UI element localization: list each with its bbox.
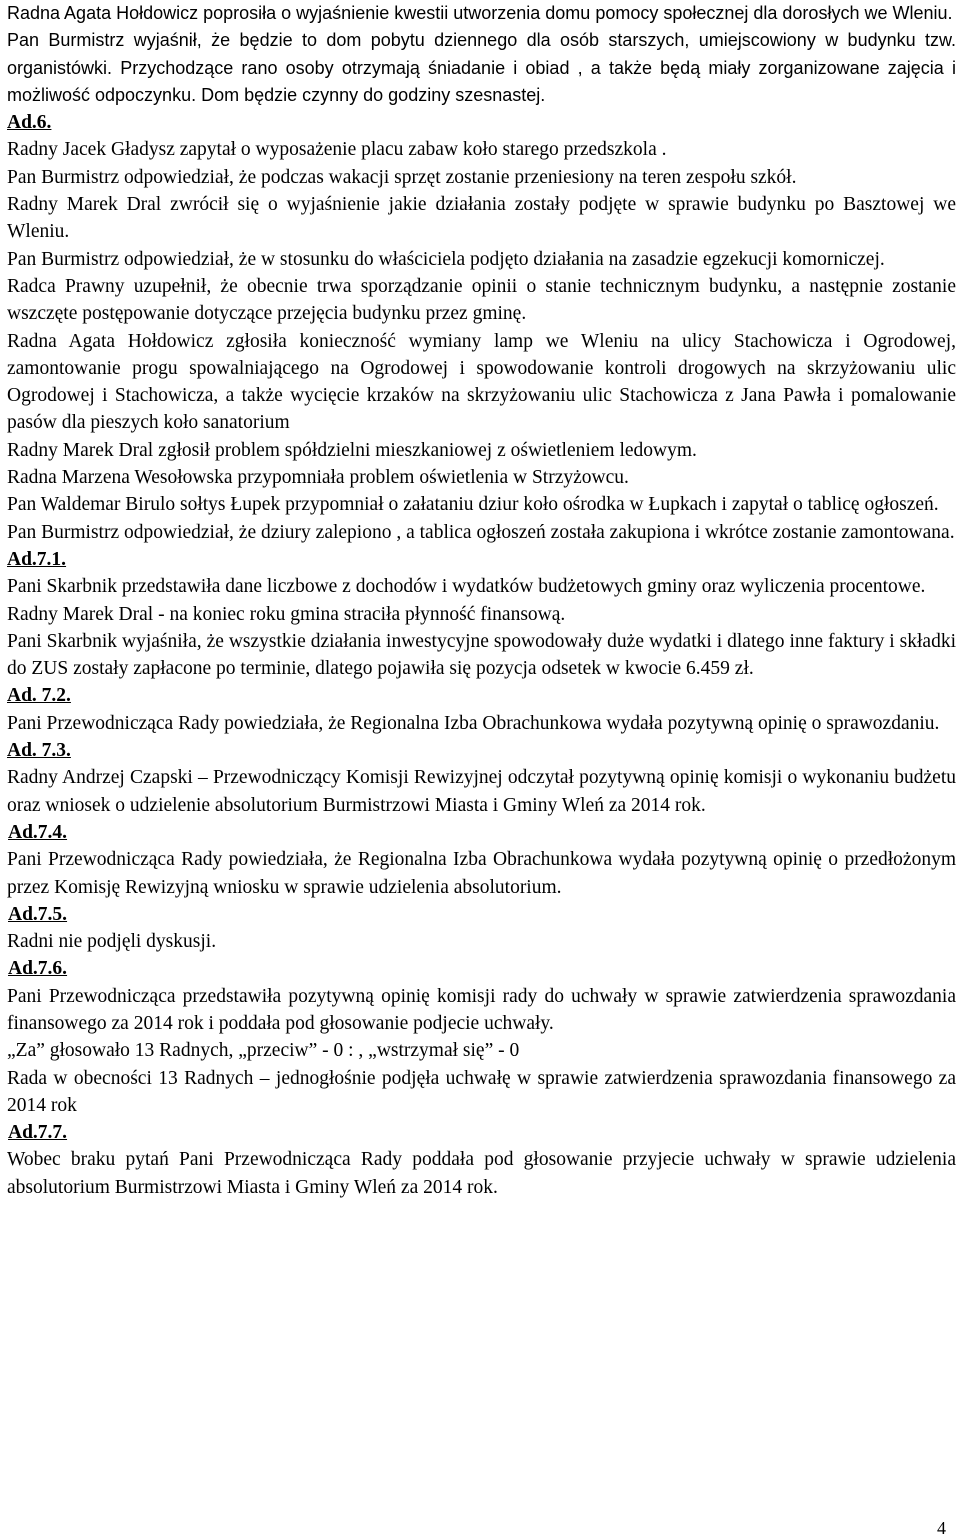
paragraph: Radna Agata Hołdowicz poprosiła o wyjaśnienie kwestii utworzenia domu pomocy społecznej dla dorosłych we Wleniu. (7, 3, 953, 23)
paragraph: Pani Przewodnicząca Rady powiedziała, że Regionalna Izba Obrachunkowa wydała pozytywną opinię o przedłożonym przez Komisję Rewizyjną wniosku w sprawie udzielenia absolutorium. (7, 849, 956, 898)
paragraph: Radca Prawny uzupełnił, że obecnie trwa sporządzanie opinii o stanie technicznym budynku, a następnie zostanie wszczęte postępowanie dotyczące przejęcia budynku przez gminę. (7, 275, 956, 325)
section-heading: Ad.6. (7, 112, 52, 134)
section-heading: Ad. 7.2. (7, 685, 71, 707)
section-heading: Ad.7.5. (8, 903, 68, 925)
paragraph: Radny Andrzej Czapski – Przewodniczący Komisji Rewizyjnej odczytał pozytywną opinię komisji o wykonaniu budżetu oraz wniosek o udzielenie absolutorium Burmistrzowi Miasta i Gminy Wleń za 2014 rok. (7, 767, 956, 816)
paragraph: Pani Skarbnik przedstawiła dane liczbowe z dochodów i wydatków budżetowych gminy oraz wyliczenia procentowe. (7, 576, 926, 598)
paragraph: Radni nie podjęli dyskusji. (7, 931, 217, 953)
paragraph: Radny Marek Dral - na koniec roku gmina straciła płynność finansową. (7, 603, 566, 625)
paragraph: Pani Przewodnicząca przedstawiła pozytywną opinię komisji rady do uchwały w sprawie zatwierdzenia sprawozdania finansowego za 2014 rok i poddała pod głosowanie podjecie uchwały. (7, 985, 956, 1034)
paragraph: Pan Burmistrz odpowiedział, że podczas wakacji sprzęt zostanie przeniesiony na teren zespołu szkół. (7, 166, 797, 188)
paragraph: Radna Agata Hołdowicz zgłosiła konieczność wymiany lamp we Wleniu na ulicy Stachowicza i Ogrodowej, zamontowanie progu spowalniającego na Ogrodowej i spowodowanie kontroli drogowych na skrzyżowaniu ulic Ogrodowej i Stachowicza, a także wycięcie krzaków na skrzyżowaniu ulic Stachowicza z Jana Pawła i pomalowanie pasów dla pieszych koło sanatorium (7, 330, 956, 434)
paragraph: Radna Marzena Wesołowska przypomniała problem oświetlenia w Strzyżowcu. (7, 467, 629, 489)
document-body (7, 0, 956, 1201)
paragraph: Pan Waldemar Birulo sołtys Łupek przypomniał o załataniu dziur koło ośrodka w Łupkach i zapytał o tablicę ogłoszeń. (7, 494, 939, 516)
paragraph: Pani Przewodnicząca Rady powiedziała, że Regionalna Izba Obrachunkowa wydała pozytywną opinię o sprawozdaniu. (7, 712, 940, 734)
section-heading: Ad. 7.3. (7, 740, 71, 762)
section-heading: Ad.7.4. (8, 821, 68, 843)
paragraph: Wobec braku pytań Pani Przewodnicząca Rady poddała pod głosowanie przyjecie uchwały w sprawie udzielenia absolutorium Burmistrzowi Miasta i Gminy Wleń za 2014 rok. (7, 1149, 956, 1198)
section-heading: Ad.7.1. (7, 548, 67, 570)
paragraph: Pani Skarbnik wyjaśniła, że wszystkie działania inwestycyjne spowodowały duże wydatki i dlatego inne faktury i składki do ZUS zostały zapłacone po terminie, dlatego pojawiła się pozycja odsetek w kwocie 6.459 zł. (7, 630, 956, 680)
paragraph: Radny Jacek Gładysz zapytał o wyposażenie placu zabaw koło starego przedszkola . (7, 139, 667, 161)
paragraph: Rada w obecności 13 Radnych – jednogłośnie podjęła uchwałę w sprawie zatwierdzenia sprawozdania finansowego za 2014 rok (7, 1067, 956, 1116)
paragraph: Pan Burmistrz odpowiedział, że w stosunku do właściciela podjęto działania na zasadzie egzekucji komorniczej. (7, 248, 885, 270)
paragraph: „Za” głosowało 13 Radnych, „przeciw” - 0 : , „wstrzymał się” - 0 (7, 1040, 520, 1062)
paragraph: Radny Marek Dral zwrócił się o wyjaśnienie jakie działania zostały podjęte w sprawie budynku po Basztowej we Wleniu. (7, 194, 956, 243)
section-heading: Ad.7.7. (8, 1122, 68, 1144)
section-heading: Ad.7.6. (8, 958, 68, 980)
paragraph: Pan Burmistrz odpowiedział, że dziury zalepiono , a tablica ogłoszeń została zakupiona i wkrótce zostanie zamontowana. (7, 521, 955, 543)
page-number: 4 (937, 1518, 946, 1538)
paragraph: Radny Marek Dral zgłosił problem spółdzielni mieszkaniowej z oświetleniem ledowym. (7, 439, 697, 461)
paragraph: Pan Burmistrz wyjaśnił, że będzie to dom pobytu dziennego dla osób starszych, umiejscowiony w budynku tzw. organistówki. Przychodzące rano osoby otrzymają śniadanie i obiad , a także będą miały zorganizowane zajęcia i możliwość odpoczynku. Dom będzie czynny do godziny szesnastej. (7, 30, 956, 105)
